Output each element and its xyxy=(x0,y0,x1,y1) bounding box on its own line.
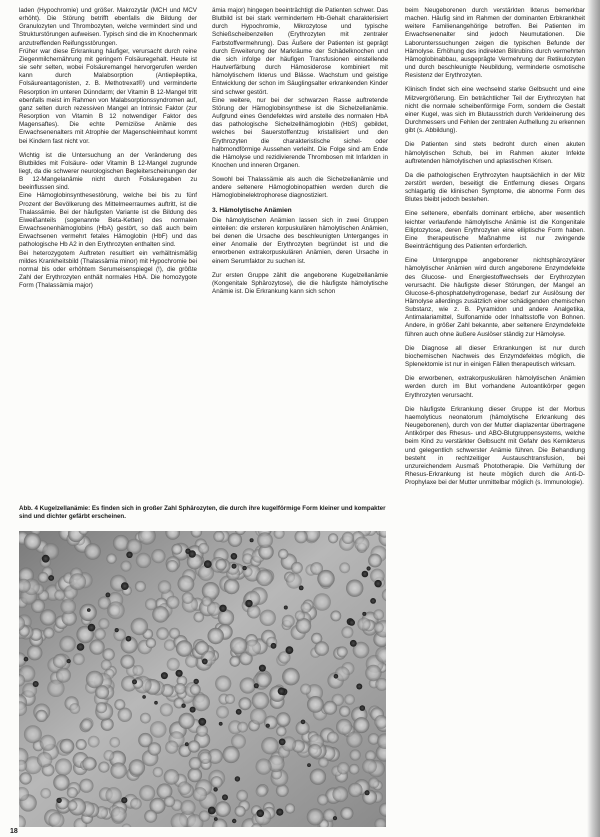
erythrocyte xyxy=(69,573,86,590)
erythrocyte xyxy=(101,660,112,671)
erythrocyte xyxy=(133,665,144,676)
erythrocyte xyxy=(88,736,100,748)
erythrocyte xyxy=(180,800,195,815)
erythrocyte xyxy=(165,741,178,754)
erythrocyte xyxy=(300,684,311,695)
erythrocyte xyxy=(256,570,273,587)
erythrocyte xyxy=(84,543,101,560)
spherocyte xyxy=(213,787,217,791)
spherocyte xyxy=(242,566,246,570)
spherocyte xyxy=(33,681,39,687)
erythrocyte xyxy=(308,744,322,758)
erythrocyte xyxy=(111,807,127,823)
spherocyte xyxy=(77,643,85,651)
erythrocyte xyxy=(67,787,78,798)
erythrocyte xyxy=(151,549,165,563)
erythrocyte xyxy=(323,701,337,715)
erythrocyte xyxy=(196,725,208,737)
spherocyte xyxy=(259,665,266,672)
blood-smear-micrograph xyxy=(19,531,386,827)
erythrocyte xyxy=(346,580,363,597)
erythrocyte xyxy=(296,618,312,634)
spherocyte xyxy=(88,624,96,632)
spherocyte xyxy=(257,810,265,818)
erythrocyte xyxy=(73,653,85,665)
erythrocyte xyxy=(285,803,295,813)
erythrocyte xyxy=(172,544,183,555)
erythrocyte xyxy=(317,794,328,805)
erythrocyte xyxy=(362,759,377,774)
erythrocyte xyxy=(235,806,246,817)
spherocyte xyxy=(185,742,189,746)
spherocyte xyxy=(301,720,306,725)
erythrocyte xyxy=(216,706,229,719)
spherocyte xyxy=(204,560,212,568)
erythrocyte xyxy=(121,561,132,572)
spherocyte xyxy=(250,538,254,542)
erythrocyte xyxy=(260,610,276,626)
erythrocyte xyxy=(344,694,355,705)
page-binding-shadow xyxy=(587,0,600,837)
erythrocyte xyxy=(174,683,185,694)
erythrocyte xyxy=(166,596,179,609)
spherocyte xyxy=(214,817,218,821)
erythrocyte xyxy=(362,790,377,805)
spherocyte xyxy=(367,566,371,570)
erythrocyte xyxy=(164,796,175,807)
spherocyte xyxy=(87,608,91,612)
spherocyte xyxy=(115,628,119,632)
erythrocyte xyxy=(107,601,125,619)
erythrocyte xyxy=(140,713,151,724)
erythrocyte xyxy=(169,628,180,639)
erythrocyte xyxy=(182,592,194,604)
erythrocyte xyxy=(215,801,231,817)
spherocyte xyxy=(202,659,208,665)
erythrocyte xyxy=(37,752,52,767)
paragraph: Zur ersten Gruppe zählt die angeborene Kugelzellanämie (Kongenitale Sphärozytose), die die häufigste hämolytische Anämie ist. Die Erkrankung kann sich schon xyxy=(212,271,388,295)
erythrocyte xyxy=(95,685,109,699)
erythrocyte xyxy=(215,676,231,692)
erythrocyte xyxy=(98,618,109,629)
erythrocyte xyxy=(282,615,295,628)
spherocyte xyxy=(56,798,61,803)
spherocyte xyxy=(121,797,127,803)
spherocyte xyxy=(231,553,238,560)
erythrocyte xyxy=(317,570,334,587)
erythrocyte xyxy=(148,742,161,755)
erythrocyte xyxy=(368,554,382,568)
erythrocyte xyxy=(110,737,121,748)
erythrocyte xyxy=(55,758,72,775)
erythrocyte xyxy=(256,759,272,775)
erythrocyte xyxy=(346,731,362,747)
spherocyte xyxy=(356,684,362,690)
erythrocyte xyxy=(110,762,126,778)
erythrocyte xyxy=(349,764,360,775)
spherocyte xyxy=(106,593,111,598)
spherocyte xyxy=(279,739,286,746)
erythrocyte xyxy=(339,562,350,573)
erythrocyte xyxy=(341,626,353,638)
erythrocyte xyxy=(164,769,180,785)
erythrocyte xyxy=(211,776,223,788)
erythrocyte xyxy=(213,531,224,542)
spherocyte xyxy=(362,612,366,616)
spherocyte xyxy=(121,582,129,590)
spherocyte xyxy=(194,679,199,684)
erythrocyte xyxy=(120,655,134,669)
erythrocyte xyxy=(188,740,200,752)
erythrocyte xyxy=(94,628,106,640)
erythrocyte xyxy=(231,734,246,749)
erythrocyte xyxy=(166,560,178,572)
erythrocyte xyxy=(190,684,201,695)
erythrocyte xyxy=(67,800,77,810)
erythrocyte xyxy=(113,535,129,551)
erythrocyte xyxy=(40,609,56,625)
erythrocyte xyxy=(335,667,350,682)
erythrocyte xyxy=(158,580,171,593)
erythrocyte xyxy=(208,628,224,644)
erythrocyte xyxy=(282,668,300,686)
erythrocyte xyxy=(198,543,209,554)
paragraph: Wichtig ist die Untersuchung an der Veränderung des Blutbildes mit Folsäure- oder Vitamin B 12-Mangel zugrunde liegt, da die schwerer neurologischen Begleiterscheinungen der B 12-Mangelanämie nicht durch Folsäuregaben zu beeinflussen sind. xyxy=(19,151,197,192)
erythrocyte xyxy=(130,798,142,810)
erythrocyte xyxy=(339,706,350,717)
spherocyte xyxy=(48,575,54,581)
erythrocyte xyxy=(104,750,115,761)
spherocyte xyxy=(276,809,283,816)
erythrocyte xyxy=(164,639,175,650)
spherocyte xyxy=(334,674,339,679)
erythrocyte xyxy=(295,611,305,621)
erythrocyte xyxy=(102,648,114,660)
erythrocyte xyxy=(313,593,331,611)
erythrocyte xyxy=(225,694,235,704)
erythrocyte xyxy=(24,533,41,550)
erythrocyte xyxy=(357,618,370,631)
erythrocyte xyxy=(314,641,329,656)
erythrocyte xyxy=(340,807,353,820)
erythrocyte xyxy=(307,808,324,825)
spherocyte xyxy=(236,709,242,715)
spherocyte xyxy=(266,724,270,728)
erythrocyte xyxy=(60,739,75,754)
erythrocyte xyxy=(167,658,180,671)
spherocyte xyxy=(132,679,137,684)
page-number: 18 xyxy=(10,828,18,835)
erythrocyte xyxy=(328,533,338,543)
erythrocyte xyxy=(236,790,248,802)
spherocyte xyxy=(154,701,158,705)
spherocyte xyxy=(176,670,183,677)
erythrocyte xyxy=(118,708,132,722)
erythrocyte xyxy=(307,696,324,713)
spherocyte xyxy=(360,705,366,711)
erythrocyte xyxy=(310,769,326,785)
spherocyte xyxy=(333,816,337,820)
spherocyte xyxy=(181,704,185,708)
paragraph: Die häufigste Erkrankung dieser Gruppe ist der Morbus haemolyticus neonatorum (hämolytische Erkrankung des Neugeborenen), durch von der Mutter diaplazentar übertragene Antikörper des Rhesus- und ABO-Blutgruppensystems, welche beim Kind zu verstärkter Gelbsucht mit Gefahr des Kernikterus und gelegentlich schwerster Anämie führen. Die Behandlung besteht in rechtzeitiger Austauschtransfusion, bei unzureichendem Ausmaß Phototherapie. Die Verhütung der Rhesus-Erkrankung ist heute möglich durch die Anti-D-Prophylaxe bei der Mutter unmittelbar möglich (s. Immunologie). xyxy=(405,405,585,487)
erythrocyte xyxy=(239,697,252,710)
spherocyte xyxy=(374,580,381,587)
spherocyte xyxy=(235,776,240,781)
spherocyte xyxy=(189,550,196,557)
erythrocyte xyxy=(96,702,107,713)
erythrocyte xyxy=(202,596,212,606)
erythrocyte xyxy=(336,719,352,735)
erythrocyte xyxy=(244,640,261,657)
paragraph: Bei heterozygotem Auftreten resultiert ein verhältnismäßig mildes Krankheitsbild (Thalassämia minor) mit Hypochromie bei normal bis oder erhöhtem Serumeisenspiegel (!), die größte Zahl der Erythrozyten enthält normales HbA. Die homozygote Form (Thalassämia major) xyxy=(19,249,197,290)
spherocyte xyxy=(350,640,357,647)
paragraph: Die erworbenen, extrakorpuskulären hämolytischen Anämien werden durch im Blut vorhandene Autoantikörper gegen Erythrozyten verursacht. xyxy=(405,375,585,399)
erythrocyte xyxy=(98,762,109,773)
erythrocyte xyxy=(24,725,42,743)
erythrocyte xyxy=(176,640,193,657)
erythrocyte xyxy=(79,604,96,621)
erythrocyte xyxy=(40,735,56,751)
erythrocyte xyxy=(252,692,269,709)
spherocyte xyxy=(232,564,237,569)
spherocyte xyxy=(349,619,355,625)
spherocyte xyxy=(208,807,216,815)
erythrocyte xyxy=(193,787,207,801)
text-column-right xyxy=(405,7,585,829)
erythrocyte xyxy=(353,717,369,733)
erythrocyte xyxy=(150,721,167,738)
erythrocyte xyxy=(350,749,361,760)
erythrocyte xyxy=(374,622,384,632)
erythrocyte xyxy=(129,759,145,775)
spherocyte xyxy=(126,636,132,642)
text-column-middle xyxy=(212,7,388,502)
erythrocyte xyxy=(146,638,156,648)
erythrocyte xyxy=(257,532,273,548)
figure-caption: Abb. 4 Kugelzellanämie: Es finden sich in großer Zahl Sphärozyten, die durch ihre kugelförmige Form kleiner und kompakter sind und dichter gefärbt erscheinen. xyxy=(19,505,386,520)
spherocyte xyxy=(299,586,304,591)
erythrocyte xyxy=(152,606,169,623)
erythrocyte xyxy=(224,579,240,595)
paragraph: Früher war diese Erkrankung häufiger, verursacht durch reine Ziegenmilchernährung mit geringem Folsäuregehalt. Heute ist sie sehr selten, wobei Folsäuremangel hervorgerufen werden kann durch Malabsorption (Antiepileptika, Folsäureantagonisten, z. B. Methotrexat®) und verminderte Resorption im unteren Dünndarm; der Vitamin B 12-Mangel tritt ebenfalls meist im Rahmen von Malabsorptionssyndromen auf, ganz selten durch rezessiven Mangel an Intrinsic Faktor (zur Resorption von Vitamin B 12 notwendiger Faktor des Magensaftes). Die echte Perniziöse Anämie des Erwachsenenalters mit Atrophie der Magenschleimhaut kommt bei Kindern fast nicht vor. xyxy=(19,47,197,145)
erythrocyte xyxy=(318,757,328,767)
erythrocyte xyxy=(276,712,290,726)
spherocyte xyxy=(126,552,132,558)
paragraph: Sowohl bei Thalassämie als auch die Sichelzellanämie und andere seltenere Hämoglobinopathien werden durch die Hämoglobinelektrophorese diagnostiziert. xyxy=(212,176,388,200)
erythrocyte xyxy=(131,618,148,635)
erythrocyte xyxy=(199,752,211,764)
erythrocyte xyxy=(160,703,173,716)
erythrocyte xyxy=(348,783,362,797)
spherocyte xyxy=(67,659,71,663)
spherocyte xyxy=(286,646,294,654)
erythrocyte xyxy=(35,710,47,722)
erythrocyte xyxy=(27,645,42,660)
erythrocyte xyxy=(43,627,54,638)
erythrocyte xyxy=(215,559,226,570)
erythrocyte xyxy=(40,788,51,799)
erythrocyte xyxy=(53,774,69,790)
erythrocyte xyxy=(89,639,104,654)
erythrocyte xyxy=(144,810,157,823)
spherocyte xyxy=(232,819,236,823)
paragraph: Klinisch findet sich eine wechselnd starke Gelbsucht und eine Milzvergrößerung. Ein beträchtlicher Teil der Erythrozyten hat nicht die normale scheibenförmige Form, sondern die Gestalt einer Kugel, was sich im Blutausstrich durch Verkleinerung des Durchmessers und Fehlen der zentralen Aufhellung zu erkennen gibt (s. Abbildung). xyxy=(405,86,585,135)
paragraph: Eine Hämoglobinsynthesestörung, welche bei bis zu fünf Prozent der Bevölkerung des Mittelmeerraumes auftritt, ist die Thalassämie. Bei der häufigsten Variante ist die Bildung des Eiweißanteils (sogenannte Beta-Ketten) des normalen Erwachsenenhämoglobins (HbA) gestört, so daß auch beim Erwachsenen vermehrt fetales Hämoglobin (HbF) und das pathologische Hb A2 in den Erythrozyten enthalten sind. xyxy=(19,192,197,249)
erythrocyte xyxy=(337,646,348,657)
erythrocyte xyxy=(354,537,369,552)
erythrocyte xyxy=(19,772,31,784)
erythrocyte xyxy=(60,599,76,615)
erythrocyte xyxy=(54,590,65,601)
erythrocyte xyxy=(82,757,96,771)
erythrocyte xyxy=(337,762,349,774)
spherocyte xyxy=(219,722,223,726)
erythrocyte xyxy=(194,612,205,623)
spherocyte xyxy=(198,718,206,726)
erythrocyte xyxy=(81,719,93,731)
erythrocyte xyxy=(278,549,288,559)
erythrocyte xyxy=(178,575,195,592)
spherocyte xyxy=(142,695,146,699)
paragraph: Die Patienten sind stets bedroht durch einen akuten hämolytischen Schub, bei im Rahmen akuter Infekte auftretenden hämolytischen und aplastischen Krisen. xyxy=(405,141,585,165)
spherocyte xyxy=(365,790,370,795)
erythrocyte xyxy=(178,781,192,795)
erythrocyte xyxy=(56,668,71,683)
erythrocyte xyxy=(69,703,80,714)
spherocyte xyxy=(42,555,50,563)
section-heading: 3. Hämolytische Anämien xyxy=(212,206,292,214)
erythrocyte xyxy=(276,726,286,736)
paragraph: beim Neugeborenen durch verstärkten Ikterus bemerkbar machen. Häufig sind im Rahmen der dominanten Erbkrankheit weitere Familienangehörige betroffen. Bei Patienten im Erwachsenenalter sind jedoch Neumutationen. Die Laborunterssuchungen zeigen die typischen Befunde der Hämolyse. Erhöhung des indirekten Bilirubins durch vermehrten Hämoglobinabbau, ausgeprägte Vermehrung der Retikulozyten und durch beschleunigte Neubildung, verminderte osmotische Resistenz der Erythrozyten. xyxy=(405,7,585,80)
erythrocyte xyxy=(240,677,256,693)
erythrocyte xyxy=(332,786,348,802)
erythrocyte xyxy=(373,609,384,620)
erythrocyte xyxy=(365,665,381,681)
paragraph: Eine Untergruppe angeborener nichtsphärozytärer hämolytischer Anämien wird durch angeborene Enzymdefekte des Glucose- und Energiestoffwechsels der Erythrozyten verursacht. Die häufigste dieser Störungen, der Mangel an Glucose-6-phosphatdehydrogenase, bedarf zur Auslösung der Hämolyse allerdings zusätzlich einer schädigenden chemischen Substanz, wie z. B. Pyramidon und andere Analgetika, Antimalariamittel, Sulfonamide oder Inhaltsstoffe von Bohnen. Andere, in größer Zahl bekannte, aber seltenere Enzymdefekte führen auch ohne äußere Auslöser ständig zur Hämolyse. xyxy=(405,257,585,338)
spherocyte xyxy=(24,657,29,662)
spherocyte xyxy=(190,707,196,713)
spherocyte xyxy=(370,598,376,604)
erythrocyte xyxy=(330,611,341,622)
micrograph-image xyxy=(19,531,386,827)
spherocyte xyxy=(222,794,228,800)
erythrocyte xyxy=(59,636,75,652)
erythrocyte xyxy=(38,572,49,583)
erythrocyte xyxy=(230,637,247,654)
spherocyte xyxy=(278,688,285,695)
erythrocyte xyxy=(368,777,379,788)
spherocyte xyxy=(219,605,226,612)
erythrocyte xyxy=(264,716,278,730)
erythrocyte xyxy=(230,656,241,667)
paragraph: ämia major) hingegen beeinträchtigt die Patienten schwer. Das Blutbild ist bei stark vermindertem Hb-Gehalt charakterisiert durch Hypochromie, Mikrozytose und typische Schießscheibenzellen (Erythrozyten mit zentraler Farbstoffvermehrung). Das Äußere der Patienten ist geprägt durch Erweiterung der Markräume der Schädelknochen und die sich infolge der häufigen Transfusionen einstellende Hautverfärbung durch Hämosiderose kombiniert mit hämolytischem Ikterus und Blässe. Wachstum und geistige Entwicklung der schon im Säuglingsalter erkrankenden Kinder sind schwer gestört. xyxy=(212,7,388,96)
erythrocyte xyxy=(327,732,339,744)
erythrocyte xyxy=(179,713,195,729)
erythrocyte xyxy=(156,627,169,640)
paragraph: Die Diagnose all dieser Erkrankungen ist nur durch biochemischen Nachweis des Enzymdefektes möglich, die Splenektomie ist nur in einigen Fällen therapeutisch wirksam. xyxy=(405,344,585,369)
erythrocyte xyxy=(136,553,151,568)
erythrocyte xyxy=(76,739,87,750)
erythrocyte xyxy=(53,654,67,668)
erythrocyte xyxy=(135,581,146,592)
text-column-left xyxy=(19,7,197,502)
erythrocyte xyxy=(79,779,93,793)
spherocyte xyxy=(284,606,288,610)
erythrocyte xyxy=(153,767,163,777)
paragraph: Die hämolytischen Anämien lassen sich in zwei Gruppen einteilen: die ersteren korpuskulären hämolytischen Anämien, bei denen die Ursache des beschleunigten Unterganges in einer Anomalie der Erythrozyten begründet ist und die erworbenen extrakorpuskulären Anämien, deren Ursache in einem Serumfaktor zu suchen ist. xyxy=(212,216,388,265)
spherocyte xyxy=(254,683,259,688)
spherocyte xyxy=(271,643,277,649)
erythrocyte xyxy=(106,554,116,564)
erythrocyte xyxy=(342,532,354,544)
spherocyte xyxy=(245,600,252,607)
paragraph: Eine seltenere, ebenfalls dominant erbliche, aber wesentlich leichter verlaufende hämolytische Anämie ist die Kongenitale Elliptozytose, deren Erythrozyten eine elliptische Form haben. Eine therapeutische Maßnahme ist nur zwingende Beeinträchtigung des Patienten erforderlich. xyxy=(405,210,585,251)
erythrocyte xyxy=(256,785,268,797)
spherocyte xyxy=(362,571,369,578)
paragraph: laden (Hypochromie) und größer. Makrozytär (MCH und MCV erhöht). Die Störung betrifft ebenfalls die Bildung der Granulozyten und Thrombozyten, welche vermindert sind und Strukturstörungen aufweisen. Typisch sind die im Knochenmark anzutreffenden Reifungsstörungen. xyxy=(19,7,197,47)
erythrocyte xyxy=(237,722,248,733)
spherocyte xyxy=(161,672,168,679)
paragraph: Da die pathologischen Erythrozyten hauptsächlich in der Milz zerstört werden, beseitigt die Entfernung dieses Organs schlagartig die klinischen Symptome, die abnorme Form des Blutes bleibt jedoch bestehen. xyxy=(405,171,585,204)
spherocyte xyxy=(307,763,311,767)
erythrocyte xyxy=(139,785,155,801)
erythrocyte xyxy=(291,562,303,574)
paragraph: Eine weitere, nur bei der schwarzen Rasse auftretende Störung der Hämoglobinsynthese ist die Sichelzellanämie. Aufgrund eines Gendefektes wird anstelle des normalen HbA das pathologische Sichelzellhämoglobin (HbS) gebildet, welches bei Sauerstoffentzug kristallisiert und den Erythrozyten die charakteristische sichel- oder halbmondförmige Aussehen verleiht. Die Folge sind am Ende die Hämolyse und rezidivierende Thrombosen mit Infarkten in Knochen und inneren Organen. xyxy=(212,96,388,169)
erythrocyte xyxy=(105,787,121,803)
